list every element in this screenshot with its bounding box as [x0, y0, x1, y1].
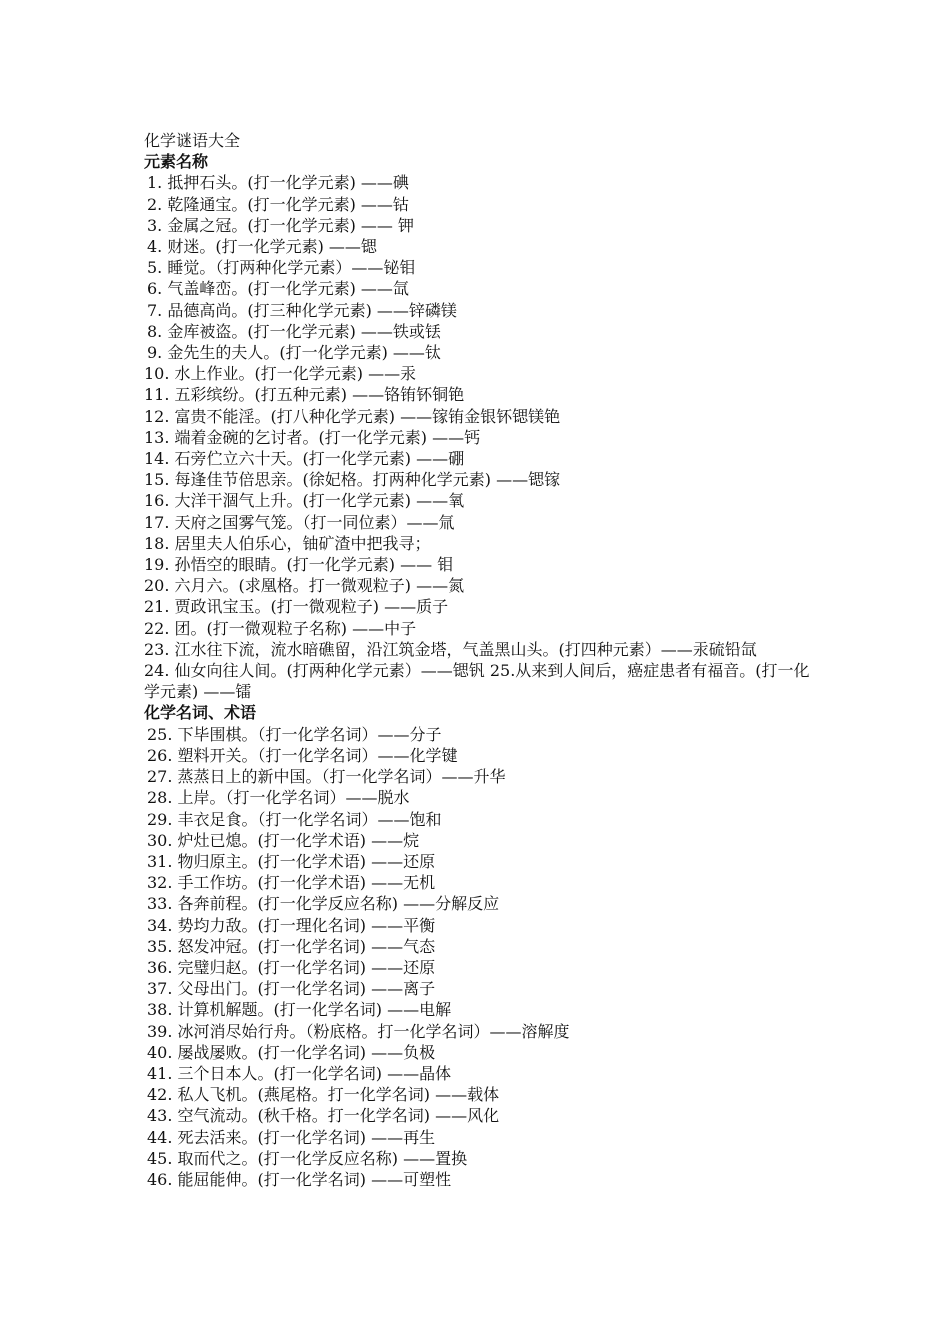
riddle-item: 10. 水上作业。(打一化学元素) ——汞	[144, 364, 417, 384]
riddle-item: 26. 塑料开关。（打一化学名词）——化学键	[147, 745, 458, 765]
riddle-item: 42. 私人飞机。(燕尾格。打一化学名词) ——载体	[147, 1085, 500, 1105]
riddle-item: 11. 五彩缤纷。(打五种元素) ——铬铕钚铜铯	[144, 385, 465, 405]
riddle-item: 24. 仙女向往人间。(打两种化学元素）——锶钒 25.从来到人间后，癌症患者有福音。(打一化学元素) ——镭	[144, 661, 810, 702]
riddle-item: 34. 势均力敌。(打一理化名词) ——平衡	[147, 915, 436, 935]
riddle-item: 4. 财迷。(打一化学元素) ——锶	[147, 237, 377, 257]
riddle-item: 21. 贾政讯宝玉。(打一微观粒子) ——质子	[144, 597, 449, 617]
riddle-item: 40. 屡战屡败。(打一化学名词) ——负极	[147, 1042, 436, 1062]
riddle-item: 29. 丰衣足食。（打一化学名词）——饱和	[147, 809, 442, 829]
riddle-item: 20. 六月六。(求凰格。打一微观粒子) ——氮	[144, 576, 465, 596]
riddle-item: 13. 端着金碗的乞讨者。(打一化学元素) ——钙	[144, 427, 481, 447]
riddle-item: 39. 冰河消尽始行舟。（粉底格。打一化学名词）——溶解度	[147, 1021, 570, 1041]
sections-container	[144, 151, 814, 1190]
riddle-item: 22. 团。(打一微观粒子名称) ——中子	[144, 618, 417, 638]
riddle-item: 1. 抵押石头。(打一化学元素) ——碘	[147, 173, 409, 193]
riddle-item: 9. 金先生的夫人。(打一化学元素) ——钛	[147, 343, 441, 363]
riddle-item: 12. 富贵不能淫。(打八种化学元素) ——镓铕金银钚锶镁铯	[144, 406, 561, 426]
riddle-item: 18. 居里夫人伯乐心，铀矿渣中把我寻；	[144, 533, 431, 553]
riddle-item: 3. 金属之冠。(打一化学元素) —— 钾	[147, 215, 415, 235]
riddle-item: 32. 手工作坊。(打一化学术语) ——无机	[147, 873, 436, 893]
riddle-item: 46. 能屈能伸。(打一化学名词) ——可塑性	[147, 1169, 452, 1189]
riddle-item: 23. 江水往下流，流水暗礁留，沿江筑金塔，气盖黑山头。(打四种元素）——汞硫铅氙	[144, 639, 757, 659]
riddle-item: 17. 天府之国雾气笼。（打一同位素）——氚	[144, 512, 455, 532]
riddle-item: 36. 完璧归赵。(打一化学名词) ——还原	[147, 957, 436, 977]
riddle-item: 19. 孙悟空的眼睛。(打一化学元素) —— 钼	[144, 555, 454, 575]
document-body	[144, 130, 814, 1190]
section-heading: 元素名称	[144, 152, 209, 172]
riddle-item: 28. 上岸。（打一化学名词）——脱水	[147, 788, 410, 808]
riddle-item: 6. 气盖峰峦。(打一化学元素) ——氙	[147, 279, 409, 299]
riddle-item: 33. 各奔前程。(打一化学反应名称) ——分解反应	[147, 894, 500, 914]
riddle-item: 8. 金库被盗。(打一化学元素) ——铁或铥	[147, 321, 441, 341]
riddle-item: 30. 炉灶已熄。(打一化学术语) ——烷	[147, 830, 420, 850]
riddle-item: 41. 三个日本人。(打一化学名词) ——晶体	[147, 1063, 452, 1083]
riddle-item: 38. 计算机解题。(打一化学名词) ——电解	[147, 1000, 452, 1020]
riddle-item: 14. 石旁伫立六十天。(打一化学元素) ——硼	[144, 449, 465, 469]
riddle-item: 2. 乾隆通宝。(打一化学元素) ——钴	[147, 194, 409, 214]
riddle-item: 44. 死去活来。(打一化学名词) ——再生	[147, 1127, 436, 1147]
section-heading: 化学名词、术语	[144, 703, 257, 723]
riddle-item: 7. 品德高尚。(打三种化学元素) ——锌磷镁	[147, 300, 457, 320]
riddle-item: 16. 大洋干涸气上升。(打一化学元素) ——氧	[144, 491, 465, 511]
riddle-item: 27. 蒸蒸日上的新中国。（打一化学名词）——升华	[147, 767, 506, 787]
document-title: 化学谜语大全	[144, 131, 241, 150]
riddle-item: 43. 空气流动。(秋千格。打一化学名词) ——风化	[147, 1106, 500, 1126]
riddle-item: 37. 父母出门。(打一化学名词) ——离子	[147, 979, 436, 999]
riddle-item: 15. 每逢佳节倍思亲。(徐妃格。打两种化学元素) ——锶镓	[144, 470, 561, 490]
riddle-item: 45. 取而代之。(打一化学反应名称) ——置换	[147, 1148, 468, 1168]
riddle-item: 31. 物归原主。(打一化学术语) ——还原	[147, 851, 436, 871]
riddle-item: 5. 睡觉。（打两种化学元素）——铋钼	[147, 258, 416, 278]
riddle-item: 35. 怒发冲冠。(打一化学名词) ——气态	[147, 936, 436, 956]
riddle-item: 25. 下毕围棋。（打一化学名词）——分子	[147, 724, 442, 744]
